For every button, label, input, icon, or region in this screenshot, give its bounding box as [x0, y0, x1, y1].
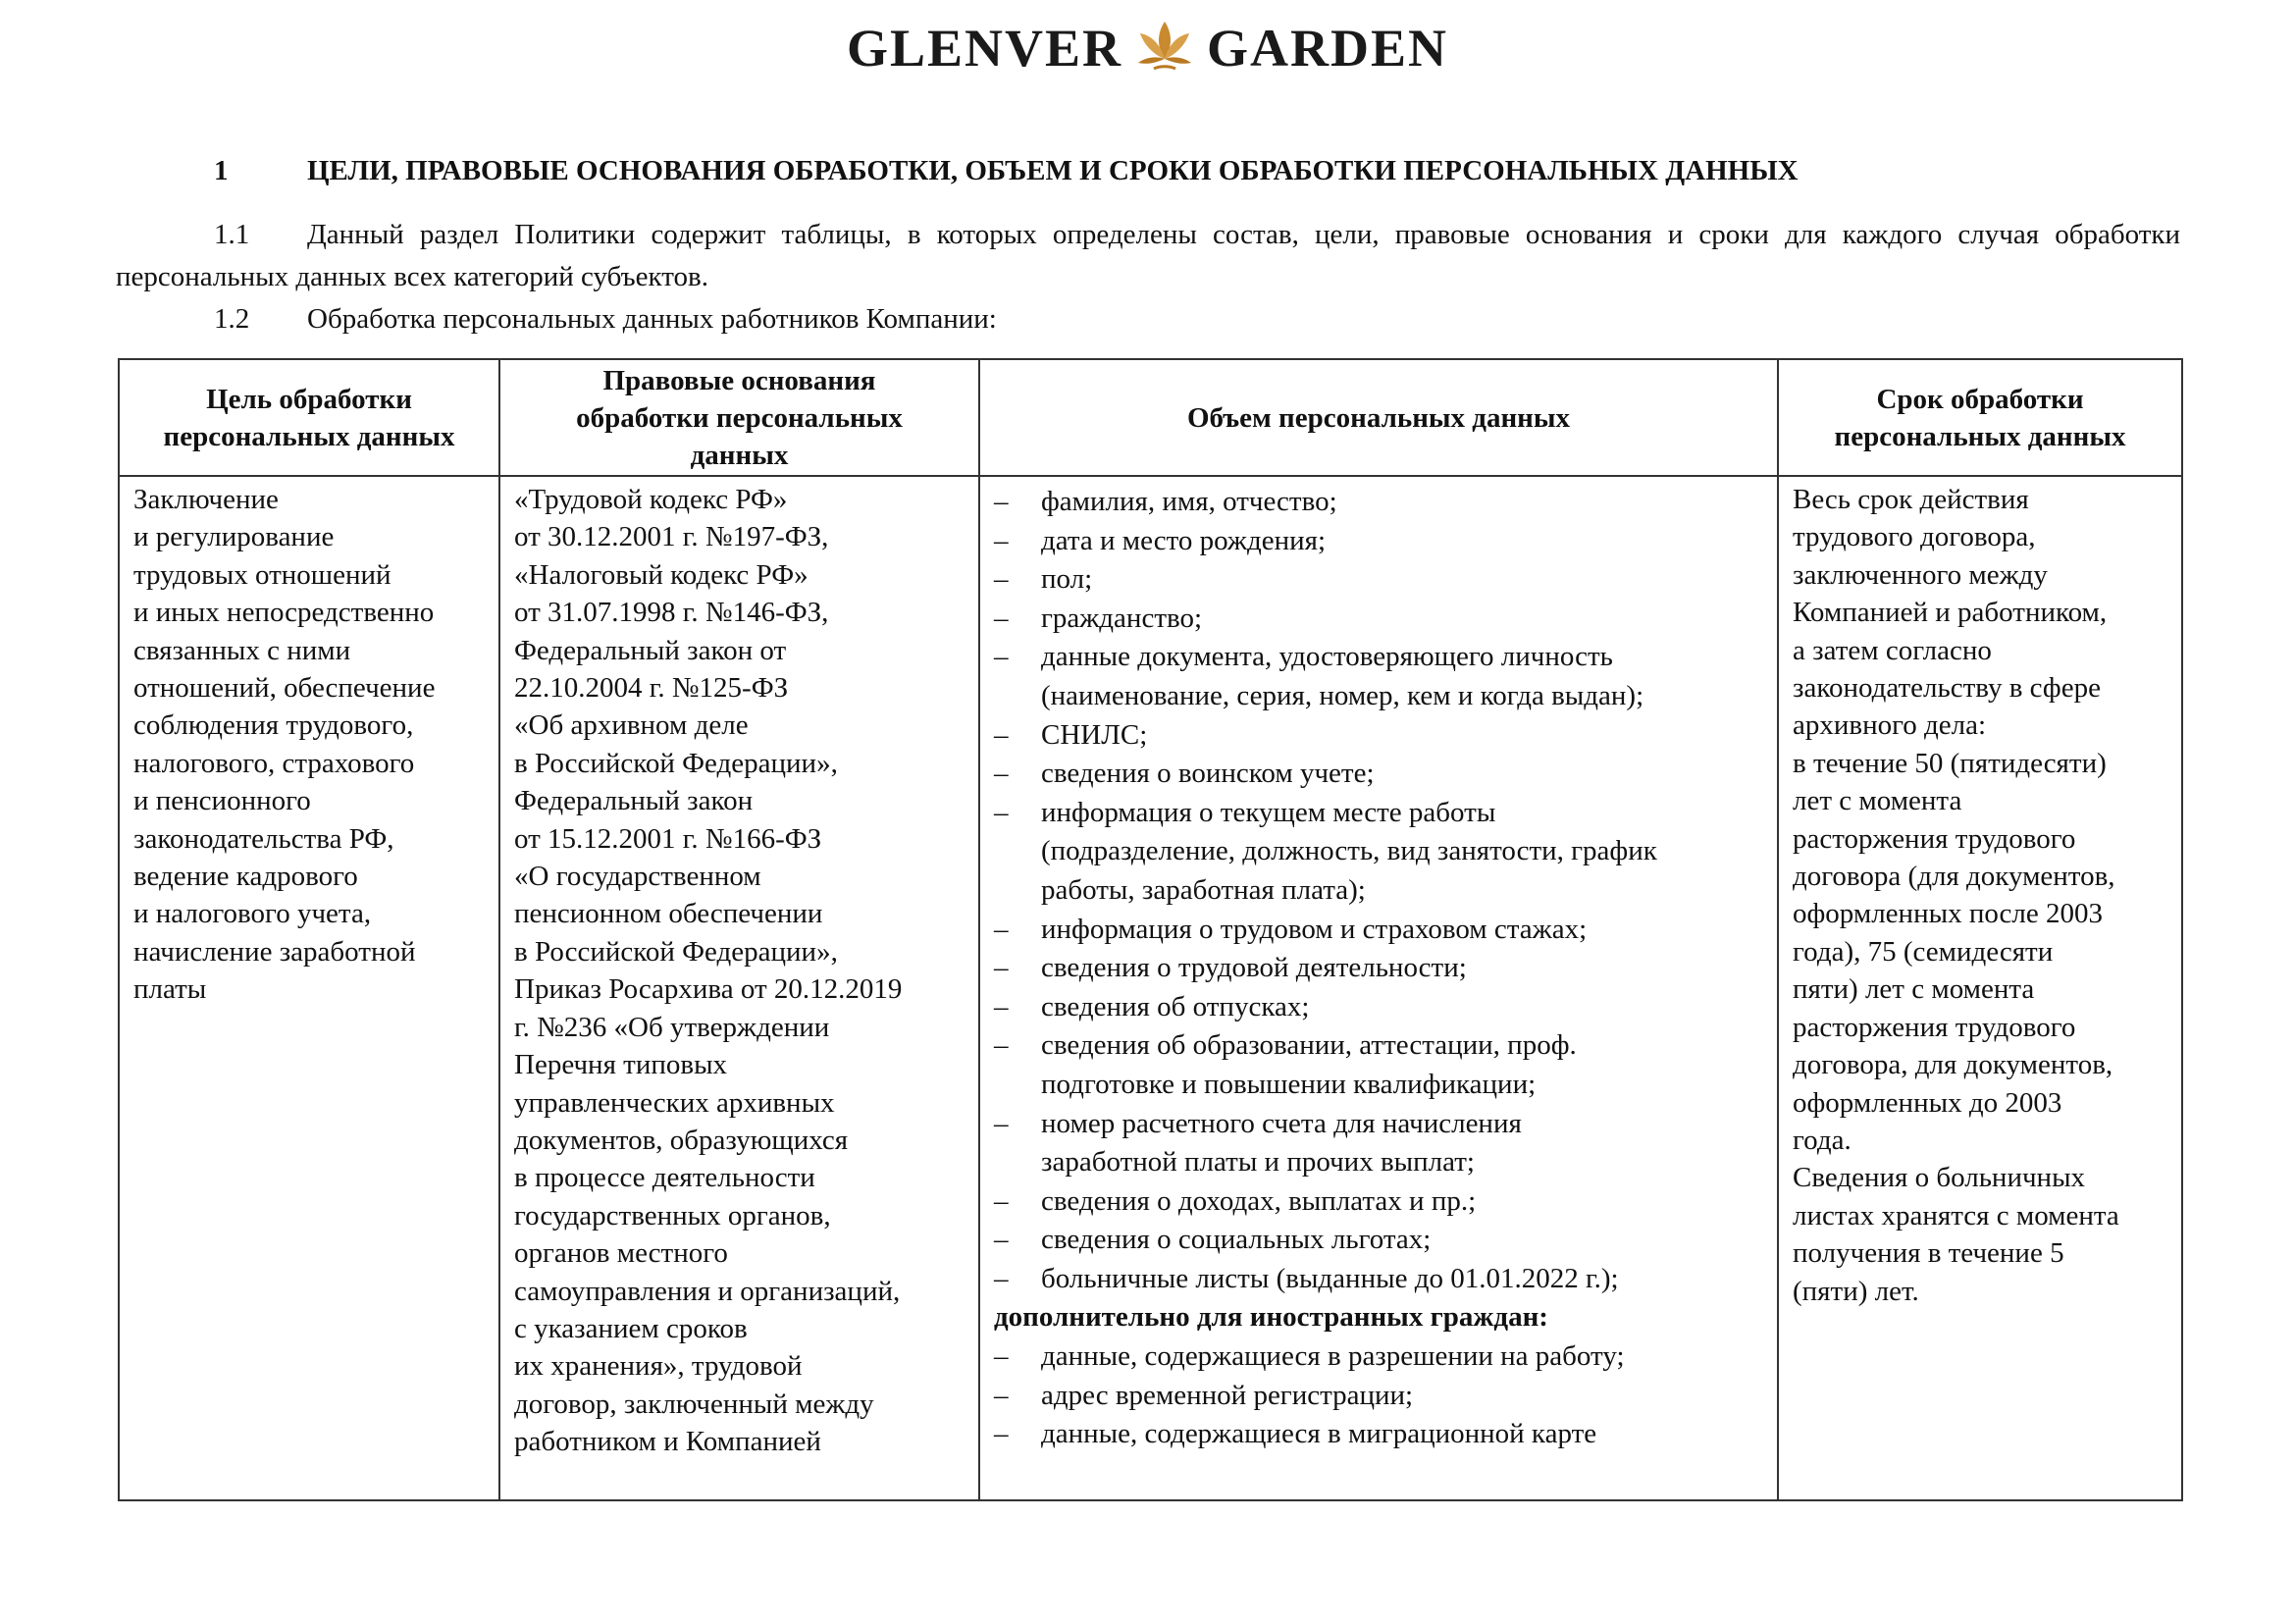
list-item-text: адрес временной регистрации;	[1041, 1379, 1414, 1411]
text-line: от 31.07.1998 г. №146-ФЗ,	[514, 597, 829, 629]
list-item-text: сведения об образовании, аттестации, проф.	[1041, 1029, 1577, 1062]
list-item	[994, 522, 1765, 561]
header-purpose	[119, 359, 499, 476]
text-line: и налогового учета,	[133, 898, 372, 930]
dash-bullet: –	[994, 1224, 1009, 1256]
text-line: и пенсионного	[133, 785, 311, 817]
list-item	[994, 1105, 1765, 1182]
dash-bullet: –	[994, 718, 1009, 751]
text-line: отношений, обеспечение	[133, 672, 436, 705]
header-term	[1778, 359, 2182, 476]
list-item	[994, 1415, 1765, 1454]
list-item-text: данные, содержащиеся в миграционной карте	[1041, 1418, 1597, 1450]
cell-term	[1778, 476, 2182, 1500]
list-item	[994, 911, 1765, 950]
list-item-text: (наименование, серия, номер, кем и когда выдан);	[1041, 679, 1644, 711]
list-item	[994, 600, 1765, 639]
list-item-text: сведения о воинском учете;	[1041, 758, 1375, 790]
list-item-text: пол;	[1041, 563, 1093, 596]
list-item	[994, 988, 1765, 1027]
text-line: «Налоговый кодекс РФ»	[514, 558, 808, 591]
text-line: платы	[133, 973, 207, 1006]
text-line: и регулирование	[133, 521, 335, 553]
text-line: расторжения трудового	[1793, 1011, 2076, 1043]
dash-bullet: –	[994, 913, 1009, 945]
text-line: Весь срок действия	[1793, 484, 2029, 515]
list-item	[994, 1182, 1765, 1222]
text-line: Федеральный закон	[514, 785, 754, 817]
text-line: в Российской Федерации»,	[514, 935, 838, 968]
dash-bullet: –	[994, 1262, 1009, 1294]
text-line: налогового, страхового	[133, 747, 415, 779]
text-line: листах хранятся с момента	[1793, 1199, 2119, 1231]
list-item-text: фамилия, имя, отчество;	[1041, 486, 1337, 517]
header-line: персональных данных	[163, 420, 455, 452]
cell-volume	[979, 476, 1778, 1500]
list-item-text: сведения о доходах, выплатах и пр.;	[1041, 1184, 1477, 1217]
header-line: Срок обработки	[1876, 383, 2084, 415]
text-line: Компанией и работником,	[1793, 597, 2108, 629]
dash-bullet: –	[994, 1418, 1009, 1450]
text-line: работником и Компанией	[514, 1426, 821, 1458]
text-line: трудового договора,	[1793, 521, 2036, 553]
text-line: года.	[1793, 1124, 1852, 1156]
text-line: а затем согласно	[1793, 634, 1992, 666]
list-item	[994, 794, 1765, 911]
text-line: 22.10.2004 г. №125-ФЗ	[514, 672, 789, 705]
foreign-citizens-heading: дополнительно для иностранных граждан:	[994, 1301, 1548, 1334]
header-line: обработки персональных	[576, 401, 903, 434]
text-line: документов, образующихся	[514, 1124, 849, 1156]
dash-bullet: –	[994, 524, 1009, 556]
list-item-text: данные документа, удостоверяющего личность	[1041, 641, 1613, 673]
logo-text-left: GLENVER	[846, 19, 1123, 78]
text-line: Сведения о больничных	[1793, 1162, 2086, 1194]
paragraph-number: 1.1	[214, 219, 250, 250]
text-line: архивного дела:	[1793, 709, 1987, 742]
text-line: самоуправления и организаций,	[514, 1275, 901, 1307]
list-item-text: гражданство;	[1041, 602, 1203, 634]
text-line: лет с момента	[1793, 785, 1962, 817]
dash-bullet: –	[994, 1184, 1009, 1217]
dash-bullet: –	[994, 796, 1009, 828]
text-line: трудовых отношений	[133, 558, 391, 591]
list-item	[994, 560, 1765, 600]
header-line: Цель обработки	[206, 383, 412, 415]
paragraph-number: 1.2	[214, 303, 250, 335]
list-item-text: данные, содержащиеся в разрешении на работу;	[1041, 1340, 1625, 1373]
text-line: государственных органов,	[514, 1199, 831, 1231]
list-item-text: номер расчетного счета для начисления	[1041, 1107, 1522, 1139]
text-line: ведение кадрового	[133, 861, 358, 893]
text-line: заключенного между	[1793, 558, 2048, 591]
text-line: Перечня типовых	[514, 1049, 728, 1081]
header-line: Правовые основания	[602, 364, 876, 396]
paragraph-1-1	[116, 214, 2180, 298]
paragraph-text: Данный раздел Политики содержит таблицы, в которых определены состав, цели, правовые основания и сроки для каждого случая обработки персональных данных всех категорий субъектов.	[116, 219, 2180, 292]
list-item-text: сведения об отпусках;	[1041, 990, 1310, 1022]
list-item-text: сведения о трудовой деятельности;	[1041, 952, 1467, 984]
list-item-text: заработной платы и прочих выплат;	[1041, 1146, 1475, 1179]
paragraph-1-2	[116, 298, 2180, 341]
text-line: управленческих архивных	[514, 1086, 835, 1119]
company-logo	[0, 14, 2295, 82]
dash-bullet: –	[994, 486, 1009, 517]
text-line: органов местного	[514, 1237, 728, 1270]
logo-text-right: GARDEN	[1207, 19, 1449, 78]
text-line: «Трудовой кодекс РФ»	[514, 484, 788, 515]
list-item-text: (подразделение, должность, вид занятости, график	[1041, 835, 1657, 867]
list-item-text: сведения о социальных льготах;	[1041, 1224, 1432, 1256]
dash-bullet: –	[994, 758, 1009, 790]
list-item	[994, 1260, 1765, 1299]
list-item	[994, 1377, 1765, 1416]
text-line: оформленных до 2003	[1793, 1086, 2062, 1119]
list-item-text: больничные листы (выданные до 01.01.2022 г.);	[1041, 1262, 1619, 1294]
list-item	[994, 716, 1765, 756]
text-line: г. №236 «Об утверждении	[514, 1011, 830, 1043]
dash-bullet: –	[994, 1107, 1009, 1139]
text-line: Заключение	[133, 484, 279, 515]
list-item	[994, 755, 1765, 794]
dash-bullet: –	[994, 952, 1009, 984]
list-item-text: дата и место рождения;	[1041, 524, 1327, 556]
text-line: пяти) лет с момента	[1793, 973, 2035, 1006]
employee-data-table	[118, 358, 2183, 1501]
text-line: от 15.12.2001 г. №166-ФЗ	[514, 822, 822, 855]
text-line: получения в течение 5	[1793, 1237, 2064, 1270]
text-line: в процессе деятельности	[514, 1162, 815, 1194]
text-line: с указанием сроков	[514, 1312, 748, 1344]
header-legal-basis	[499, 359, 979, 476]
text-line: в Российской Федерации»,	[514, 747, 838, 779]
text-line: и иных непосредственно	[133, 597, 435, 629]
text-line: договор, заключенный между	[514, 1388, 874, 1420]
list-item-text: работы, заработная плата);	[1041, 873, 1366, 906]
lotus-emblem-icon	[1130, 14, 1199, 82]
text-line: начисление заработной	[133, 935, 416, 968]
header-volume	[979, 359, 1778, 476]
list-item-text: СНИЛС;	[1041, 718, 1148, 751]
section-heading	[214, 155, 1799, 187]
text-line: «О государственном	[514, 861, 761, 893]
dash-bullet: –	[994, 1340, 1009, 1373]
section-title: ЦЕЛИ, ПРАВОВЫЕ ОСНОВАНИЯ ОБРАБОТКИ, ОБЪЕМ И СРОКИ ОБРАБОТКИ ПЕРСОНАЛЬНЫХ ДАННЫХ	[307, 155, 1799, 186]
dash-bullet: –	[994, 990, 1009, 1022]
dash-bullet: –	[994, 1029, 1009, 1062]
list-item-text: информация о текущем месте работы	[1041, 796, 1496, 828]
header-line: данных	[690, 439, 789, 471]
dash-bullet: –	[994, 602, 1009, 634]
list-item-text: информация о трудовом и страховом стажах;	[1041, 913, 1588, 945]
text-line: года), 75 (семидесяти	[1793, 935, 2054, 968]
text-line: (пяти) лет.	[1793, 1275, 1919, 1307]
text-line: законодательству в сфере	[1793, 672, 2101, 705]
list-item	[994, 483, 1765, 522]
text-line: оформленных после 2003	[1793, 898, 2104, 930]
section-number: 1	[214, 155, 229, 186]
paragraph-text: Обработка персональных данных работников Компании:	[307, 303, 997, 335]
dash-bullet: –	[994, 641, 1009, 673]
text-line: законодательства РФ,	[133, 822, 394, 855]
text-line: договора, для документов,	[1793, 1049, 2113, 1081]
dash-bullet: –	[994, 1379, 1009, 1411]
text-line: связанных с ними	[133, 634, 351, 666]
list-item	[994, 1221, 1765, 1260]
table-header-row	[119, 359, 2182, 476]
cell-legal-basis	[499, 476, 979, 1500]
header-line: Объем персональных данных	[1186, 401, 1571, 434]
text-line: в течение 50 (пятидесяти)	[1793, 747, 2107, 779]
text-line: Федеральный закон от	[514, 634, 787, 666]
list-item	[994, 1026, 1765, 1104]
header-line: персональных данных	[1834, 420, 2126, 452]
text-line: соблюдения трудового,	[133, 709, 414, 742]
list-item	[994, 638, 1765, 715]
text-line: Приказ Росархива от 20.12.2019	[514, 973, 903, 1006]
text-line: их хранения», трудовой	[514, 1350, 803, 1383]
text-line: расторжения трудового	[1793, 822, 2076, 855]
text-line: договора (для документов,	[1793, 861, 2115, 893]
text-line: пенсионном обеспечении	[514, 898, 823, 930]
list-item	[994, 1337, 1765, 1377]
list-item	[994, 949, 1765, 988]
dash-bullet: –	[994, 563, 1009, 596]
cell-purpose	[119, 476, 499, 1500]
list-item-text: подготовке и повышении квалификации;	[1041, 1068, 1537, 1100]
text-line: «Об архивном деле	[514, 709, 749, 742]
text-line: от 30.12.2001 г. №197-ФЗ,	[514, 521, 829, 553]
table-row	[119, 476, 2182, 1500]
